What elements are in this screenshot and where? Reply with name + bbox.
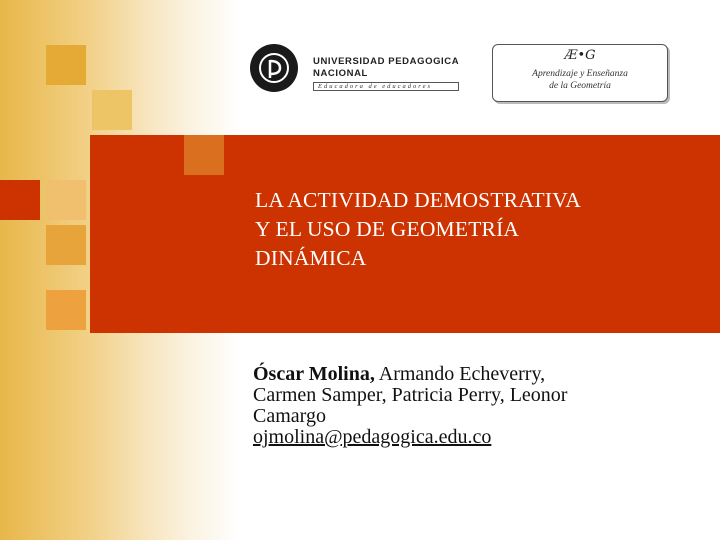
- title-line: Y EL USO DE GEOMETRÍA: [255, 217, 520, 241]
- authors-block: [253, 364, 673, 448]
- decor-square: [92, 90, 132, 130]
- university-name-line: NACIONAL: [313, 68, 368, 79]
- group-name-line: Aprendizaje y Enseñanza: [532, 69, 628, 79]
- title-line: DINÁMICA: [255, 246, 367, 270]
- university-name-line: UNIVERSIDAD PEDAGOGICA: [313, 56, 460, 67]
- email-link[interactable]: ojmolina@pedagogica.edu.co: [253, 426, 492, 448]
- university-name: [313, 56, 459, 80]
- authors-line: [253, 364, 673, 385]
- co-authors-text: Armando Echeverry,: [374, 363, 546, 385]
- presentation-title: [255, 186, 695, 273]
- decor-square: [46, 180, 86, 220]
- decor-square: [184, 135, 224, 175]
- decor-square: [46, 225, 86, 265]
- research-group-logo: [492, 44, 668, 102]
- university-motto: Educadora de educadores: [313, 82, 459, 91]
- group-name-line: de la Geometría: [549, 81, 611, 91]
- decor-square: [46, 290, 86, 330]
- decor-square: [46, 45, 86, 85]
- title-line: LA ACTIVIDAD DEMOSTRATIVA: [255, 188, 581, 212]
- authors-line: Carmen Samper, Patricia Perry, Leonor: [253, 384, 568, 406]
- university-seal-icon: [250, 44, 298, 92]
- lead-author-name: Óscar Molina,: [253, 363, 375, 385]
- university-logo: [250, 44, 462, 96]
- group-mark: Æ•G: [564, 48, 596, 63]
- decor-square: [0, 180, 40, 220]
- authors-line: Camargo: [253, 405, 326, 427]
